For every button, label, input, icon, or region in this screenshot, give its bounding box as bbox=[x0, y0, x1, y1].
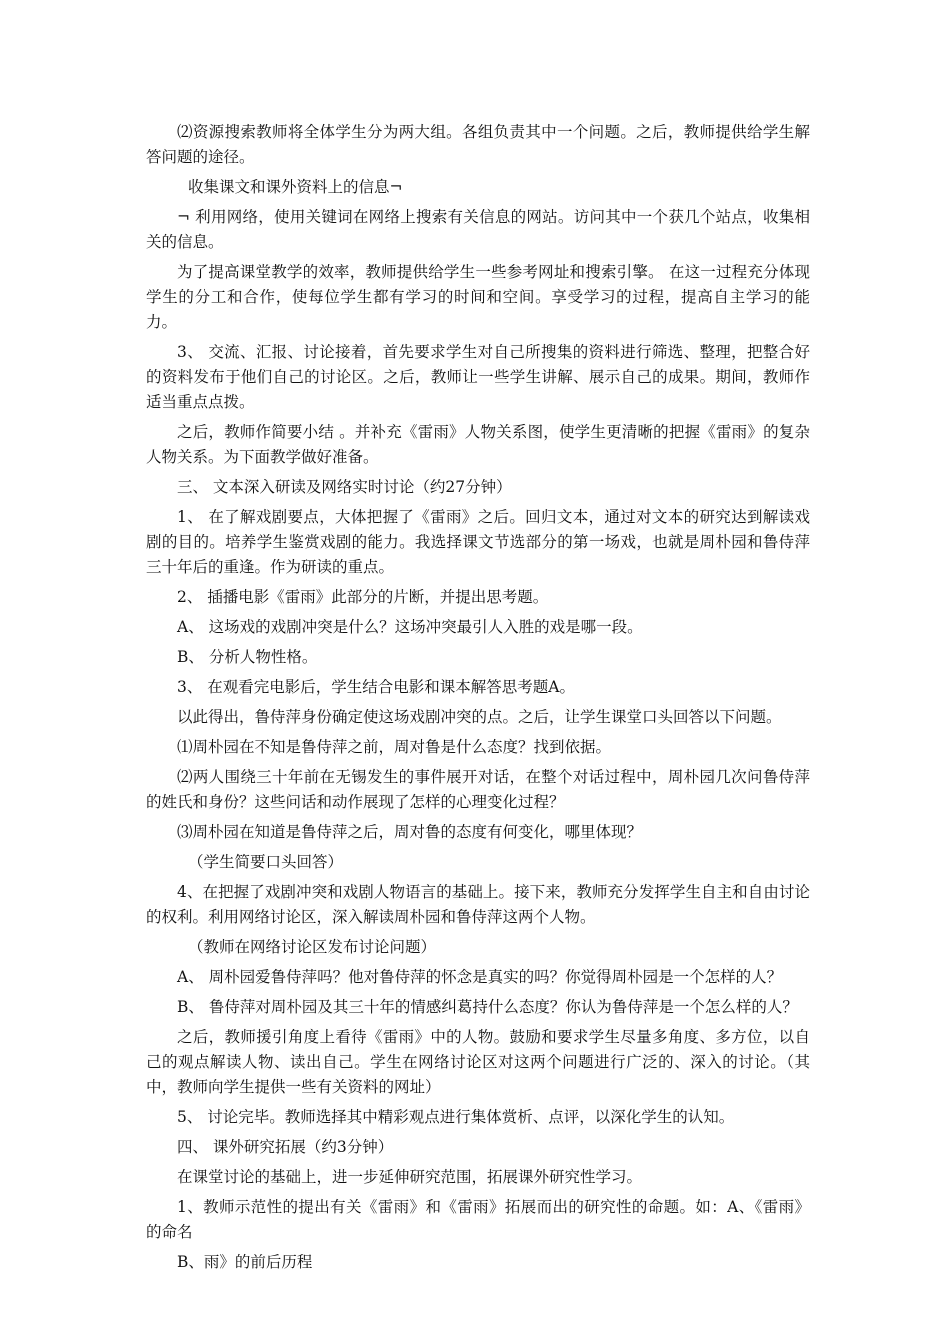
discussion-question-b: B、 鲁侍萍对周朴园及其三十年的情感纠葛持什么态度？你认为鲁侍萍是一个怎么样的人？ bbox=[177, 998, 798, 1016]
paragraph-8: 1、 在了解戏剧要点，大体把握了《雷雨》之后。回归文本，通过对文本的研究达到解读戏剧的目的。培养学生鉴赏戏剧的能力。我选择课文节选部分的第一场戏，也就是周朴园和鲁侍萍三十年后的重逢。作为研读的重点。 bbox=[146, 508, 810, 576]
paragraph-3: ¬ 利用网络，使用关键词在网络上搜索有关信息的网站。访问其中一个获几个站点，收集相关的信息。 bbox=[146, 208, 810, 251]
paragraph-25: 在课堂讨论的基础上，进一步延伸研究范围，拓展课外研究性学习。 bbox=[177, 1168, 643, 1186]
paragraph-1: ⑵资源搜索教师将全体学生分为两大组。各组负责其中一个问题。之后，教师提供给学生解答问题的途径。 bbox=[146, 123, 810, 166]
note-teacher-post: （教师在网络讨论区发布讨论问题） bbox=[188, 938, 437, 956]
discussion-question-a: A、 周朴园爱鲁侍萍吗？他对鲁侍萍的怀念是真实的吗？你觉得周朴园是一个怎样的人？ bbox=[177, 968, 783, 986]
paragraph-2: 收集课文和课外资料上的信息¬ bbox=[188, 178, 403, 196]
paragraph-27: B、雨》的前后历程 bbox=[177, 1253, 313, 1271]
paragraph-6: 之后，教师作简要小结 。并补充《雷雨》人物关系图，使学生更清晰的把握《雷雨》的复杂人物关系。为下面教学做好准备。 bbox=[146, 423, 810, 466]
section-heading-4: 四、 课外研究拓展（约3分钟） bbox=[177, 1138, 394, 1156]
paragraph-23: 5、 讨论完毕。教师选择其中精彩观点进行集体赏析、点评，以深化学生的认知。 bbox=[177, 1108, 735, 1126]
paragraph-4: 为了提高课堂教学的效率，教师提供给学生一些参考网址和搜索引擎。 在这一过程充分体现学生的分工和合作，使每位学生都有学习的时间和空间。享受学习的过程，提高自主学习的能力。 bbox=[146, 263, 810, 331]
paragraph-5: 3、 交流、汇报、讨论接着，首先要求学生对自己所搜集的资料进行筛选、整理，把整合好的资料发布于他们自己的讨论区。之后，教师让一些学生讲解、展示自己的成果。期间，教师作适当重点点拨。 bbox=[146, 343, 810, 411]
paragraph-9: 2、 插播电影《雷雨》此部分的片断，并提出思考题。 bbox=[177, 588, 549, 606]
note-student-answer: （学生简要口头回答） bbox=[188, 853, 344, 871]
paragraph-12: 3、 在观看完电影后，学生结合电影和课本解答思考题A。 bbox=[177, 678, 575, 696]
section-heading-3: 三、 文本深入研读及网络实时讨论（约27分钟） bbox=[177, 478, 512, 496]
question-1: ⑴周朴园在不知是鲁侍萍之前，周对鲁是什么态度？找到依据。 bbox=[177, 738, 612, 756]
paragraph-13: 以此得出，鲁侍萍身份确定使这场戏剧冲突的点。之后，让学生课堂口头回答以下问题。 bbox=[177, 708, 782, 726]
paragraph-22: 之后，教师援引角度上看待《雷雨》中的人物。鼓励和要求学生尽量多角度、多方位，以自己的观点解读人物、读出自己。学生在网络讨论区对这两个问题进行广泛的、深入的讨论。（其中，教师向学生提供一些有关资料的网址） bbox=[146, 1028, 810, 1096]
question-b: B、 分析人物性格。 bbox=[177, 648, 318, 666]
document-body bbox=[146, 120, 810, 1280]
question-2: ⑵两人围绕三十年前在无锡发生的事件展开对话，在整个对话过程中，周朴园几次问鲁侍萍的姓氏和身份？这些问话和动作展现了怎样的心理变化过程？ bbox=[146, 768, 810, 811]
paragraph-26: 1、教师示范性的提出有关《雷雨》和《雷雨》拓展而出的研究性的命题。如：A、《雷雨》的命名 bbox=[146, 1198, 810, 1241]
question-3: ⑶周朴园在知道是鲁侍萍之后，周对鲁的态度有何变化，哪里体现？ bbox=[177, 823, 643, 841]
question-a: A、 这场戏的戏剧冲突是什么？这场冲突最引人入胜的戏是哪一段。 bbox=[177, 618, 643, 636]
paragraph-18: 4、在把握了戏剧冲突和戏剧人物语言的基础上。接下来，教师充分发挥学生自主和自由讨论的权利。利用网络讨论区，深入解读周朴园和鲁侍萍这两个人物。 bbox=[146, 883, 810, 926]
